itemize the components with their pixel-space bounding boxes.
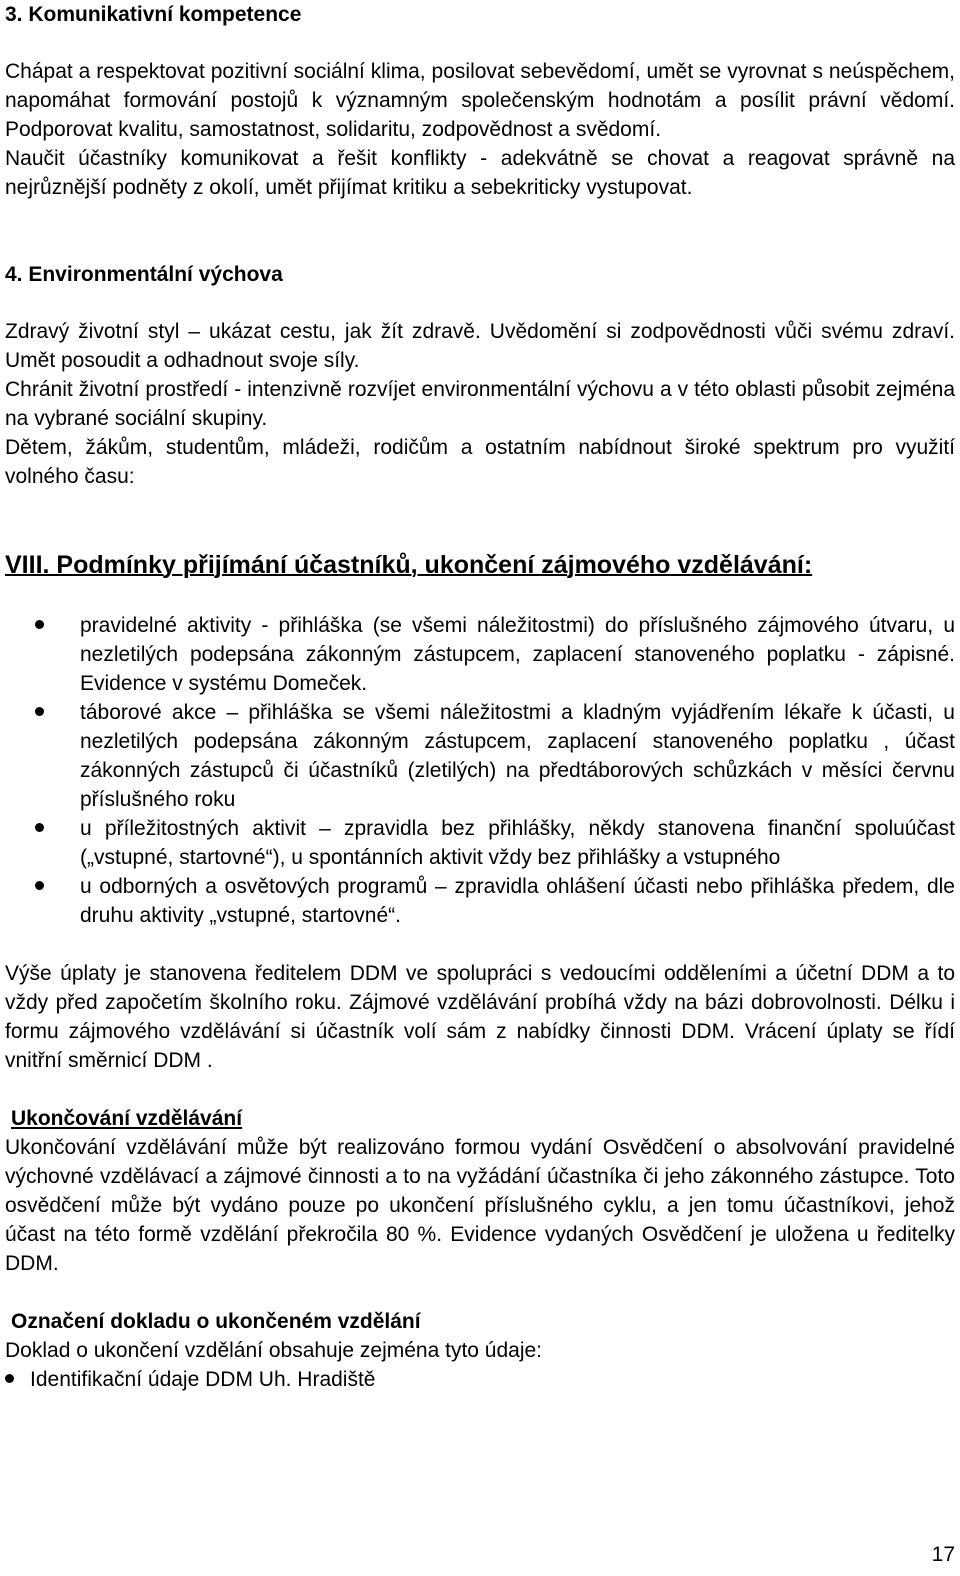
document-page <box>5 0 955 1394</box>
fee-paragraph: Výše úplaty je stanovena ředitelem DDM ve spolupráci s vedoucími odděleními a účetní DDM a to vždy před započetím školního roku. Zájmové vzdělávání probíhá vždy na bázi dobrovolnosti. Délku i formu zájmového vzdělávání si účastník volí sám z nabídky činnosti DDM. Vrácení úplaty se řídí vnitřní směrnicí DDM . <box>5 962 955 1072</box>
section-3-paragraph-1: Chápat a respektovat pozitivní sociální klima, posilovat sebevědomí, umět se vyrovnat s neúspěchem, napomáhat formování postojů k významným společenským hodnotám a posílit právní vědomí. Podporovat kvalitu, samostatnost, solidaritu, zodpovědnost a svědomí. <box>5 60 955 141</box>
ending-heading: Ukončování vzdělávání <box>11 1107 243 1130</box>
spacer <box>5 202 955 260</box>
section-3-heading: 3. Komunikativní kompetence <box>5 3 302 26</box>
section-3-paragraph-2: Naučit účastníky komunikovat a řešit konflikty - adekvátně se chovat a reagovat správně na nejrůznější podněty z okolí, umět přijímat kritiku a sebekriticky vystupovat. <box>5 147 955 199</box>
spacer <box>5 930 955 959</box>
ending-paragraph: Ukončování vzdělávání může být realizováno formou vydání Osvědčení o absolvování pravidelné výchovné vzdělávací a zájmové činnosti a to na vyžádání účastníka či jeho zákonného zástupce. Toto osvědčení může být vydáno pouze po ukončení příslušného cyklu, a jen tomu účastníkovi, jehož účast na této formě vzdělání překročila 80 %. Evidence vydaných Osvědčení je uložena u ředitelky DDM. <box>5 1136 955 1275</box>
bullet-icon <box>35 620 44 629</box>
list-item: Identifikační údaje DDM Uh. Hradiště <box>5 1365 955 1394</box>
spacer <box>5 29 955 57</box>
admission-conditions-list <box>5 611 955 930</box>
certificate-heading: Označení dokladu o ukončeném vzdělání <box>11 1310 421 1333</box>
bullet-icon <box>35 823 44 832</box>
list-item: u odborných a osvětových programů – zpravidla ohlášení účasti nebo přihláška předem, dle druhu aktivity „vstupné, startovné“. <box>5 872 955 930</box>
section-4-paragraph-1: Zdravý životní styl – ukázat cestu, jak žít zdravě. Uvědomění si zodpovědnosti vůči svému zdraví. Umět posoudit a odhadnout svoje síly. <box>5 320 955 372</box>
spacer <box>5 289 955 317</box>
list-item: pravidelné aktivity - přihláška (se všemi náležitostmi) do příslušného zájmového útvaru, u nezletilých podepsána zákonným zástupcem, zaplacení stanoveného poplatku - zápisné. Evidence v systému Domeček. <box>5 611 955 698</box>
certificate-list <box>5 1365 955 1394</box>
chapter-8-title: VIII. Podmínky přijímání účastníků, ukončení zájmového vzdělávání: <box>5 551 813 579</box>
section-4-paragraph-2: Chránit životní prostředí - intenzivně rozvíjet environmentální výchovu a v této oblasti působit zejména na vybrané sociální skupiny. <box>5 378 955 430</box>
spacer <box>5 1075 955 1104</box>
section-4-heading: 4. Environmentální výchova <box>5 263 283 286</box>
certificate-paragraph: Doklad o ukončení vzdělání obsahuje zejména tyto údaje: <box>5 1339 543 1362</box>
list-item: táborové akce – přihláška se všemi náležitostmi a kladným vyjádřením lékaře k účasti, u nezletilých podepsána zákonným zástupcem, zaplacení stanoveného poplatku , účast zákonných zástupců či účastníků (zletilých) na předtáborových schůzkách v měsíci červnu příslušného roku <box>5 698 955 814</box>
bullet-icon <box>35 881 44 890</box>
spacer <box>5 1278 955 1307</box>
page-number: 17 <box>931 1543 955 1566</box>
spacer <box>5 491 955 549</box>
spacer <box>5 581 955 611</box>
bullet-icon <box>35 707 44 716</box>
bullet-icon <box>5 1374 14 1383</box>
list-item: u příležitostných aktivit – zpravidla bez přihlášky, někdy stanovena finanční spoluúčast („vstupné, startovné“), u spontánních aktivit vždy bez přihlášky a vstupného <box>5 814 955 872</box>
section-4-paragraph-3: Dětem, žákům, studentům, mládeži, rodičům a ostatním nabídnout široké spektrum pro využití volného času: <box>5 436 955 488</box>
